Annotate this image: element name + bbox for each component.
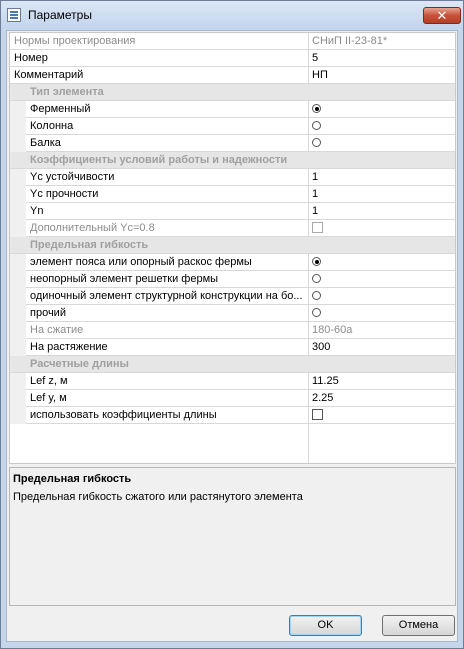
row-comment[interactable] [10,67,455,84]
column-divider [308,288,309,305]
chord-element-label: элемент пояса или опорный раскос фермы [30,256,252,268]
column-label: Колонна [30,120,74,132]
row-gutter [10,169,26,186]
column-divider [308,322,309,339]
lef-y-value[interactable]: 2.25 [312,392,334,404]
column-divider [308,169,309,186]
row-yn[interactable] [10,203,455,220]
norms-value: СНиП II-23-81* [312,35,388,47]
row-gutter [10,220,26,237]
tension-label: На растяжение [30,341,108,353]
window-title: Параметры [28,8,92,22]
help-panel [9,467,456,606]
chord-element-radio[interactable] [312,257,321,266]
property-grid [9,32,456,464]
row-gutter [10,373,26,390]
other-label: прочий [30,307,66,319]
other-radio[interactable] [312,308,321,317]
category-label: Расчетные длины [30,358,129,370]
single-element-label: одиночный элемент структурной конструкции на бо... [30,290,303,302]
yn-label: Yn [30,205,44,217]
cancel-button[interactable]: Отмена [382,615,455,636]
row-yc-stability[interactable] [10,169,455,186]
column-divider [308,424,309,463]
category-element-type[interactable] [10,84,455,101]
row-truss[interactable] [10,101,455,118]
row-gutter [10,101,26,118]
column-divider [308,305,309,322]
column-divider [308,271,309,288]
column-divider [308,407,309,424]
number-label: Номер [14,52,48,64]
row-gutter [10,118,26,135]
close-button[interactable]: ✕ [423,7,461,24]
row-number[interactable] [10,50,455,67]
column-divider [308,254,309,271]
row-extra-yc[interactable] [10,220,455,237]
row-gutter [10,390,26,407]
row-lef-y[interactable] [10,390,455,407]
column-divider [308,67,309,84]
row-gutter [10,339,26,356]
column-radio[interactable] [312,121,321,130]
tension-value[interactable]: 300 [312,341,331,353]
help-title: Предельная гибкость [13,473,132,485]
column-divider [308,118,309,135]
window-icon [7,8,21,22]
lef-y-label: Lef y, м [30,392,67,404]
number-value[interactable]: 5 [312,52,319,64]
row-yc-strength[interactable] [10,186,455,203]
row-gutter [10,305,26,322]
column-divider [308,50,309,67]
yc-strength-value[interactable]: 1 [312,188,319,200]
lef-z-value[interactable]: 11.25 [312,375,339,387]
column-divider [308,101,309,118]
column-divider [308,33,309,50]
ok-button[interactable]: OK [289,615,362,636]
beam-label: Балка [30,137,61,149]
row-use-length-coef[interactable] [10,407,455,424]
row-gutter [10,407,26,424]
truss-radio[interactable] [312,104,321,113]
row-gutter [10,203,26,220]
dialog-client-area [6,30,458,642]
compression-value: 180-60a [312,324,353,336]
yc-stability-label: Yc устойчивости [30,171,115,183]
comment-value[interactable]: НП [312,69,328,81]
category-label: Коэффициенты условий работы и надежности [30,154,288,166]
column-divider [308,339,309,356]
category-label: Предельная гибкость [30,239,149,251]
non-support-element-label: неопорный элемент решетки фермы [30,273,219,285]
truss-label: Ферменный [30,103,91,115]
category-slenderness[interactable] [10,237,455,254]
category-lengths[interactable] [10,356,455,373]
column-divider [308,135,309,152]
help-description: Предельная гибкость сжатого или растянутого элемента [13,491,303,503]
row-tension[interactable] [10,339,455,356]
non-support-element-radio[interactable] [312,274,321,283]
row-non-support-element[interactable] [10,271,455,288]
column-divider [308,390,309,407]
extra-yc-label: Дополнительный Yc=0.8 [30,222,155,234]
norms-label: Нормы проектирования [14,35,136,47]
row-gutter [10,271,26,288]
yn-value[interactable]: 1 [312,205,319,217]
beam-radio[interactable] [312,138,321,147]
row-gutter [10,322,26,339]
column-divider [308,203,309,220]
extra-yc-checkbox[interactable] [312,222,323,233]
row-chord-element[interactable] [10,254,455,271]
single-element-radio[interactable] [312,291,321,300]
column-divider [308,220,309,237]
row-gutter [10,254,26,271]
use-length-coef-label: использовать коэффициенты длины [30,409,217,421]
row-compression[interactable] [10,322,455,339]
title-bar [1,1,463,29]
row-gutter [10,288,26,305]
category-coefficients[interactable] [10,152,455,169]
column-divider [308,373,309,390]
column-divider [308,186,309,203]
row-norms[interactable] [10,33,455,50]
category-label: Тип элемента [30,86,104,98]
row-column[interactable] [10,118,455,135]
yc-strength-label: Yc прочности [30,188,99,200]
row-beam[interactable] [10,135,455,152]
comment-label: Комментарий [14,69,84,81]
row-single-element[interactable] [10,288,455,305]
use-length-coef-checkbox[interactable] [312,409,323,420]
lef-z-label: Lef z, м [30,375,68,387]
row-gutter [10,186,26,203]
row-other[interactable] [10,305,455,322]
compression-label: На сжатие [30,324,84,336]
row-lef-z[interactable] [10,373,455,390]
row-gutter [10,135,26,152]
yc-stability-value[interactable]: 1 [312,171,319,183]
